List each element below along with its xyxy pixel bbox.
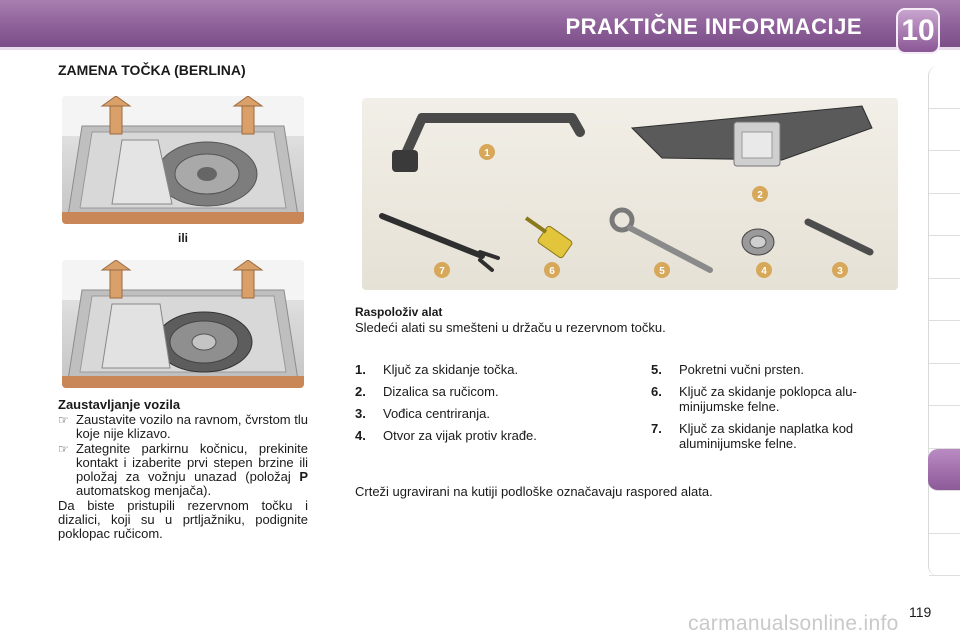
list-number: 6. [651, 384, 662, 399]
callout-1 [479, 144, 495, 160]
callout-7 [434, 262, 450, 278]
bullet-item [58, 413, 308, 441]
chapter-number-badge [896, 8, 940, 54]
hand-pointer-icon: ☞ [58, 413, 69, 427]
callout-6 [544, 262, 560, 278]
engraving-note: Crteži ugravirani na kutiji podloške označavaju raspored alata. [355, 484, 713, 499]
callout-5 [654, 262, 670, 278]
bullet-item [58, 442, 308, 498]
chapter-tab-active[interactable] [928, 449, 960, 492]
chapter-tab[interactable] [929, 236, 960, 279]
tools-list-left [355, 362, 605, 450]
chapter-tab[interactable] [929, 534, 960, 577]
callout-label: 7 [439, 266, 445, 277]
access-paragraph: Da biste pristupili rezervnom točku i dizalici, koji su u prtljažniku, podignite poklopac ručicom. [58, 498, 308, 541]
tools-drawing [362, 98, 898, 290]
bullet-text: Zaustavite vozilo na ravnom, čvrstom tlu koje nije klizavo. [76, 412, 308, 441]
gear-position-p: P [299, 469, 308, 484]
list-label: Dizalica sa ručicom. [383, 384, 499, 399]
chapter-title: PRAKTIČNE INFORMACIJE [565, 14, 862, 39]
stopping-vehicle-section [58, 398, 308, 541]
chapter-tab[interactable] [929, 151, 960, 194]
list-label: Otvor za vijak protiv krađe. [383, 428, 537, 443]
bullet-text-end: automatskog menjača). [76, 483, 212, 498]
callout-label: 5 [659, 266, 665, 277]
callout-label: 1 [484, 148, 490, 159]
section-title: ZAMENA TOČKA (BERLINA) [58, 62, 246, 78]
chapter-tab[interactable] [929, 491, 960, 534]
trunk-drawing [62, 96, 304, 224]
trunk-drawing [62, 260, 304, 388]
list-label: Ključ za skidanje poklopca aluminijumske felne. [679, 384, 857, 414]
list-label: Pokretni vučni prsten. [679, 362, 805, 377]
list-number: 5. [651, 362, 662, 377]
callout-label: 2 [757, 190, 763, 201]
hubcap-key [526, 218, 573, 259]
trunk-illustration-alternative [62, 260, 304, 388]
tools-illustration [362, 98, 898, 290]
page-number: 119 [909, 604, 932, 620]
available-tools-description: Sledeći alati su smešteni u držaču u rezervnom točku. [355, 320, 666, 335]
list-item [355, 406, 605, 421]
trunk-illustration-spare-wheel [62, 96, 304, 224]
list-number: 2. [355, 384, 366, 399]
list-number: 4. [355, 428, 366, 443]
list-label: Ključ za skidanje naplatka kod aluminijumske felne. [679, 421, 854, 451]
chapter-tab[interactable] [929, 194, 960, 237]
centring-guide [808, 222, 870, 252]
list-number: 3. [355, 406, 366, 421]
chapter-tab[interactable] [929, 321, 960, 364]
callout-2 [752, 186, 768, 202]
callout-3 [832, 262, 848, 278]
list-label: Vođica centriranja. [383, 406, 490, 421]
callout-4 [756, 262, 772, 278]
anti-theft-socket [742, 229, 774, 255]
towing-eye [612, 210, 710, 270]
list-item [651, 421, 901, 451]
bullet-text [76, 442, 308, 498]
watermark-text: carmanualsonline.info [688, 612, 899, 635]
chapter-tab[interactable] [929, 406, 960, 449]
list-item [355, 428, 605, 443]
list-item [355, 384, 605, 399]
callout-label: 3 [837, 266, 843, 277]
callout-label: 6 [549, 266, 555, 277]
bullet-text-start: Zategnite parkirnu kočnicu, prekinite kontakt i izaberite prvi stepen brzine ili položaj za vožnju unazad (položaj [76, 441, 308, 484]
list-number: 1. [355, 362, 366, 377]
chapter-number: 10 [901, 14, 935, 47]
stopping-vehicle-heading: Zaustavljanje vozila [58, 397, 181, 412]
list-number: 7. [651, 421, 662, 436]
alloy-trim-key [382, 216, 498, 270]
hand-pointer-icon: ☞ [58, 442, 69, 456]
chapter-tab[interactable] [929, 109, 960, 152]
callout-label: 4 [761, 266, 767, 277]
list-item [651, 362, 901, 377]
available-tools-heading: Raspoloživ alat [355, 305, 443, 319]
illustration-separator: ili [177, 231, 188, 245]
chapter-tabs [928, 66, 960, 576]
tools-list-right [651, 362, 901, 458]
chapter-tab[interactable] [929, 364, 960, 407]
chapter-tab[interactable] [929, 66, 960, 109]
list-label: Ključ za skidanje točka. [383, 362, 519, 377]
chapter-tab[interactable] [929, 279, 960, 322]
list-item [651, 384, 901, 414]
list-item [355, 362, 605, 377]
